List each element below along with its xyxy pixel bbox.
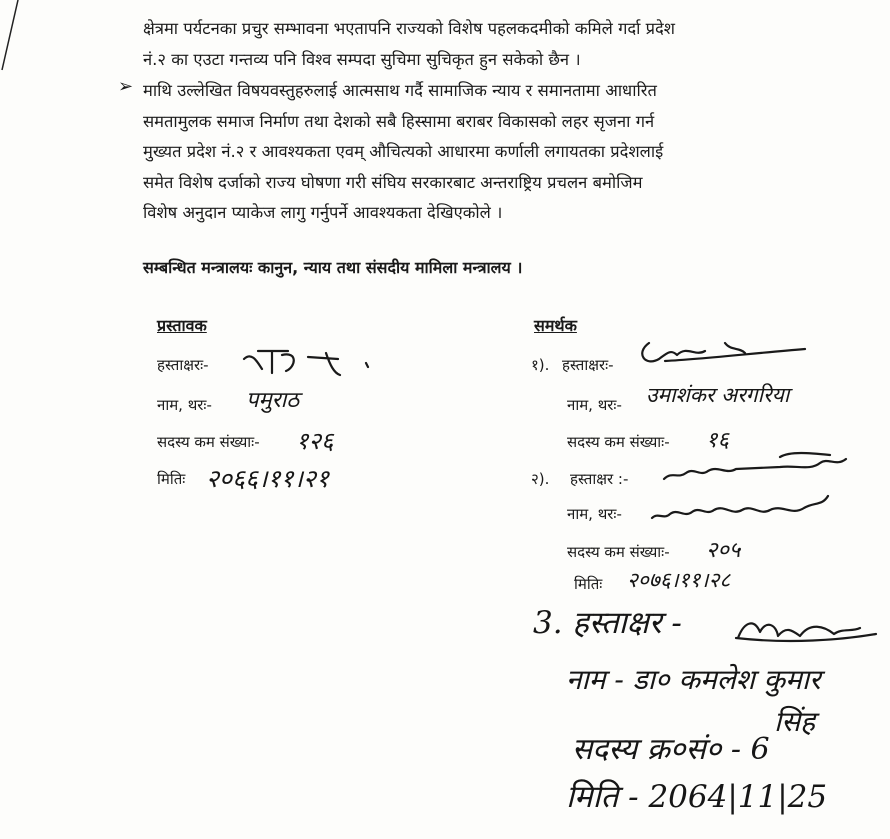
supporter-3-name-line-2: सिंह — [774, 705, 816, 738]
proposer-heading: प्रस्तावक — [157, 316, 207, 335]
supporter-3-date-line: मिति - 2064|11|25 — [566, 779, 828, 815]
proposer-date-value: २०६६।११।२१ — [206, 464, 329, 493]
paragraph-2-line-4: समेत विशेष दर्जाको राज्य घोषणा गरी संघिय सरकारबाट अन्तराष्ट्रिय प्रचलन बमोजिम — [143, 172, 643, 192]
supporter-1-prefix: १). — [531, 356, 550, 374]
paragraph-2-line-5: विशेष अनुदान प्याकेज लागु गर्नुपर्ने आवश्यकता देखिएकोले । — [143, 203, 503, 222]
paragraph-2-line-3: मुख्यत प्रदेश नं.२ र आवश्यकता एवम् औचित्यको आधारमा कर्णाली लगायतका प्रदेशलाई — [143, 142, 664, 161]
proposer-member-no-label: सदस्य कम संख्याः- — [157, 433, 260, 451]
supporter-2-date-label: मितिः — [574, 575, 603, 593]
paragraph-2-line-1: माथि उल्लेखित विषयवस्तुहरुलाई आत्मसाथ गर्दै सामाजिक न्याय र समानतामा आधारित — [143, 81, 657, 100]
bullet-arrow-icon: ➢ — [118, 76, 134, 97]
supporter-2-name-handwriting — [648, 490, 833, 530]
supporter-2-signature-label: हस्ताक्षर :- — [570, 470, 629, 488]
paragraph-2-line-2: समतामुलक समाज निर्माण तथा देशको सबै हिस्सामा बराबर विकासको लहर सृजना गर्न — [143, 111, 655, 131]
proposer-name-label: नाम, थरः- — [157, 396, 212, 414]
proposer-member-no-value: १२६ — [296, 427, 334, 455]
supporter-3-member-no-line: सदस्य क्र०सं० - 6 — [572, 732, 770, 767]
proposer-name-value: पमुराठ — [246, 388, 300, 413]
supporter-1-signature-label: हस्ताक्षरः- — [562, 356, 614, 374]
related-ministry: सम्बन्धित मन्त्रालयः कानुन, न्याय तथा संसदीय मामिला मन्त्रालय । — [143, 258, 523, 277]
proposer-signature-label: हस्ताक्षरः- — [157, 356, 209, 374]
supporter-3-signature-line: 3. हस्ताक्षर - — [533, 605, 682, 641]
supporter-2-name-label: नाम, थरः- — [567, 505, 622, 523]
supporter-3-name-line: नाम - डा० कमलेश कुमार — [566, 663, 821, 696]
supporter-1-signature — [635, 333, 815, 373]
supporter-2-date-value: २०७६।११।२८ — [627, 568, 731, 592]
paragraph-2 — [143, 76, 833, 229]
supporter-2-member-no-value: २०५ — [706, 538, 741, 563]
supporter-1-name-label: नाम, थरः- — [567, 396, 622, 414]
margin-mark — [0, 0, 40, 80]
supporter-1-member-no-value: १६ — [706, 428, 729, 453]
supporter-3-signature — [730, 608, 880, 648]
supporter-1-name-value: उमाशंकर अरगरिया — [646, 383, 790, 407]
proposer-date-label: मितिः — [157, 470, 186, 488]
supporter-2-prefix: २). — [531, 470, 550, 488]
paragraph-1 — [143, 14, 833, 75]
supporter-2-member-no-label: सदस्य कम संख्याः- — [567, 543, 670, 561]
supporter-heading: समर्थक — [534, 316, 577, 335]
proposer-signature — [238, 345, 388, 379]
paragraph-1-line-2: नं.२ का एउटा गन्तव्य पनि विश्व सम्पदा सुचिमा सुचिकृत हुन सकेको छैन । — [143, 49, 581, 69]
supporter-1-member-no-label: सदस्य कम संख्याः- — [567, 433, 670, 451]
paragraph-1-line-1: क्षेत्रमा पर्यटनका प्रचुर सम्भावना भएतापनि राज्यको विशेष पहलकदमीको कमिले गर्दा प्रदेश — [143, 19, 676, 38]
supporter-2-signature — [660, 449, 860, 489]
